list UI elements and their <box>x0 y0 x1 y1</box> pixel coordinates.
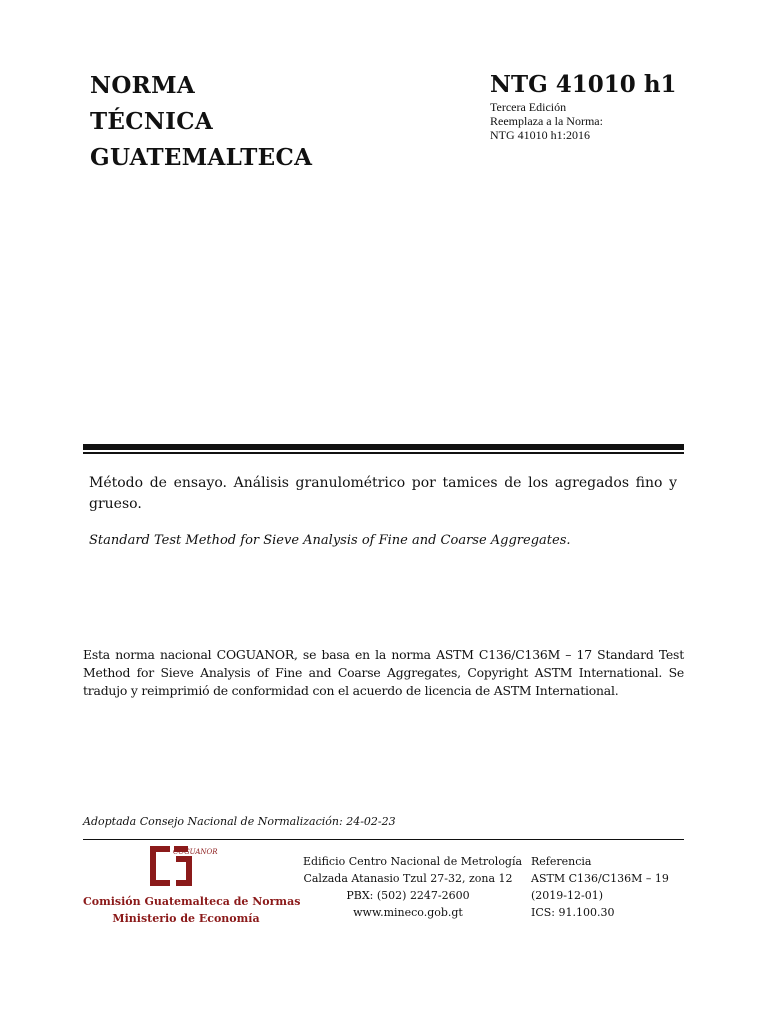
reference-ics: ICS: 91.100.30 <box>531 906 615 919</box>
logo-wordmark: COGUANOR <box>173 848 218 856</box>
edition-info <box>490 100 730 142</box>
phone-line: PBX: (502) 2247-2600 <box>346 889 470 902</box>
title-line-1: NORMA <box>90 72 195 99</box>
adoption-note: Adoptada Consejo Nacional de Normalización: 24-02-23 <box>83 815 396 828</box>
website-line: www.mineco.gob.gt <box>353 906 463 919</box>
edition-label: Tercera Edición <box>490 100 567 114</box>
standard-title <box>90 68 390 176</box>
separator-thin <box>83 452 684 454</box>
reference-block <box>531 853 691 921</box>
address-line: Edificio Centro Nacional de Metrología <box>303 855 523 868</box>
title-line-3: GUATEMALTECA <box>90 144 313 171</box>
standard-code: NTG 41010 h1 <box>490 71 677 98</box>
address-block <box>303 853 523 921</box>
reference-label: Referencia <box>531 855 592 868</box>
address-line: Calzada Atanasio Tzul 27-32, zona 12 <box>303 872 513 885</box>
replaces-label: Reemplaza a la Norma: <box>490 114 603 128</box>
title-spanish: Método de ensayo. Análisis granulométrico por tamices de los agregados fino y grueso. <box>89 475 677 512</box>
ministry-name: Ministerio de Economía <box>112 912 260 925</box>
organization <box>83 893 301 927</box>
coguanor-logo-icon <box>146 840 230 892</box>
org-name: Comisión Guatemalteca de Normas <box>83 895 301 908</box>
standard-identifier <box>490 70 730 142</box>
title-english: Standard Test Method for Sieve Analysis of Fine and Coarse Aggregates. <box>89 533 571 548</box>
separator-thick <box>83 444 684 450</box>
reference-standard: ASTM C136/C136M – 19 <box>531 872 669 885</box>
title-line-2: TÉCNICA <box>90 108 213 135</box>
reference-date: (2019-12-01) <box>531 889 604 902</box>
basis-paragraph: Esta norma nacional COGUANOR, se basa en la norma ASTM C136/C136M – 17 Standard Test Method for Sieve Analysis of Fine and Coarse Aggregates, Copyright ASTM International. Se tradujo y reimprimió de conformidad con el acuerdo de licencia de ASTM International. <box>83 647 684 698</box>
replaces-code: NTG 41010 h1:2016 <box>490 128 590 142</box>
